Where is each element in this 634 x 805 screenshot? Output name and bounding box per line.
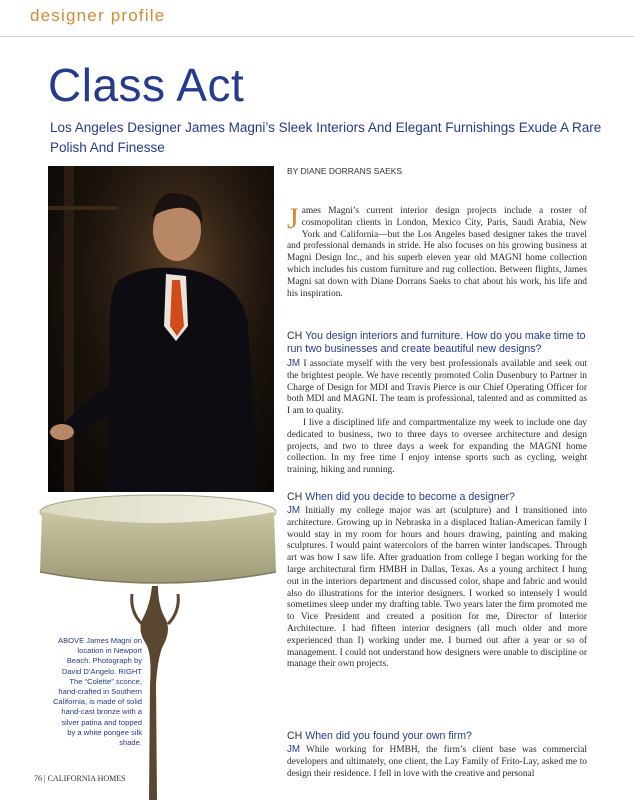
answer-1-text: I associate myself with the very best professionals available and seek out the brightest people. We have recently promoted Colin Dusenbury to Partner in Charge of Design for MDI and Travis Pierce is our Chief Operating Officer for both MDI and MAGNI. The team is professional, talented and as committed as I am to quality. — [287, 359, 587, 417]
page-folio: 76 | CALIFORNIA HOMES — [34, 774, 126, 783]
question-2 — [287, 491, 587, 504]
drop-cap: J — [287, 202, 299, 235]
intro-paragraph — [287, 202, 587, 300]
question-1-text: You design interiors and furniture. How do you make time to run two businesses and create beautiful new designs? — [287, 330, 586, 355]
question-3-tag: CH — [287, 730, 303, 742]
question-1-tag: CH — [287, 330, 303, 342]
header-rule — [0, 36, 634, 37]
intro-text: ames Magni’s current interior design projects include a roster of cosmopolitan clients in London, Mexico City, Paris, Saudi Arabia, New York and California—but the Los Angeles based designer takes the travel and professional demands in stride. He also focuses on his growing business at Magni Design Inc., and his superb eleven year old MAGNI home collection which includes his custom furniture and rug collection. Between flights, James Magni sat down with Diane Dorrans Saeks to chat about his work, his life and his inspiration. — [287, 206, 587, 299]
portrait-photo — [48, 166, 274, 492]
answer-2-text: Initially my college major was art (sculpture) and I transitioned into architecture. Growing up in Nebraska in a displaced Italian-American family I would stay in my room for hours and hours drawing, painting and making sculptures. I would paint watercolors of the barren winter landscapes. Through art was how I saw life. After graduation from college I began working for the large architectural firm HMBH in Dallas, Texas. As a young architect I hung out in the interiors department and discussed color, shape and fabric and would also do illustrations for the interior designers. I worked so intensely I would sometimes sleep under my drafting table. Two years later the firm promoted me to Vice President and created a position for me, Director of Interior Architecture. I had fifteen interior designers (all much older and more experienced than I) working under me. I burned out after a year or so of management. I could not understand how designers were unable to discipline or manage their own projects. — [287, 506, 587, 670]
article-title: Class Act — [48, 59, 245, 111]
answer-2 — [287, 505, 587, 671]
answer-2-tag: JM — [287, 505, 301, 516]
section-label: designer profile — [30, 6, 166, 25]
article-subtitle: Los Angeles Designer James Magni’s Sleek Interiors And Elegant Furnishings Exude A Rare Polish And Finesse — [50, 120, 602, 155]
answer-3-tag: JM — [287, 744, 301, 755]
question-1 — [287, 330, 587, 356]
question-2-tag: CH — [287, 491, 303, 503]
answer-3-text: While working for HMBH, the firm’s client base was commercial developers and ultimately, one client, the Lay Family of Frito-Lay, asked me to design their residence. I fell in love with the creative and personal — [287, 745, 587, 779]
photo-caption: ABOVE James Magni on location in Newport Beach. Photograph by David D’Angelo. RIGHT The “Colette” sconce, hand-crafted in Southern California, is made of solid hand-cast bronze with a silver patina and topped by a white pongee silk shade. — [52, 636, 142, 748]
question-3 — [287, 730, 587, 743]
portrait-illustration — [48, 166, 274, 492]
answer-3 — [287, 744, 587, 780]
answer-1-tag: JM — [287, 358, 301, 369]
question-3-text: When did you found your own firm? — [305, 730, 472, 742]
question-2-text: When did you decide to become a designer? — [305, 491, 515, 503]
byline: BY DIANE DORRANS SAEKS — [287, 166, 403, 176]
answer-1-more: I live a disciplined life and compartmentalize my week to include one day dedicated to business, two to three days to oversee architecture and design projects, and two to three days a week for expanding the MAGNI home collection. In my free time I enjoy intense sports such as cycling, weight training, hiking and running. — [287, 417, 587, 476]
answer-1 — [287, 358, 587, 477]
